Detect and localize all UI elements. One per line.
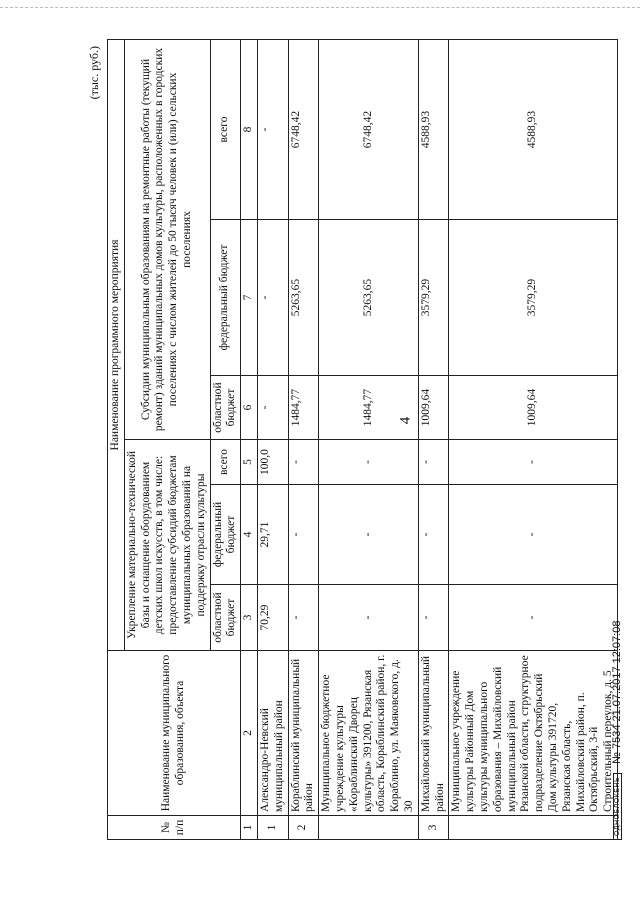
cell-value: - <box>449 585 618 651</box>
cell-value: 1009,64 <box>449 376 618 440</box>
header-federal-2: федеральный бюджет <box>210 220 241 376</box>
header-name: Наименование муниципального образования, объекта <box>108 651 241 816</box>
column-number: 4 <box>241 485 258 585</box>
cell-value: 3579,29 <box>418 220 449 376</box>
cell-value: 100,0 <box>257 440 288 485</box>
row-name: Муниципальное учреждение культуры Районный Дом культуры муниципального образования – Михайловский муниципальный район Рязанской области, структурное подразделение Октябрьский Дом культуры 391720, Рязанская область, Михайловский район, п. Октябрьский, 3-й Строительный переулок, д. 5 <box>449 651 618 816</box>
column-number: 3 <box>241 585 258 651</box>
registration-stamp <box>611 621 623 840</box>
column-number: 7 <box>241 220 258 376</box>
column-number-row <box>241 40 258 840</box>
cell-value: 70,29 <box>257 585 288 651</box>
cell-value: 6748,42 <box>319 40 419 220</box>
top-edge-line <box>0 7 640 8</box>
row-name: Александро-Невский муниципальный район <box>257 651 288 816</box>
cell-value: 4588,93 <box>449 40 618 220</box>
header-total-1: всего <box>210 440 241 485</box>
row-number: 3 <box>418 816 449 840</box>
header-federal-1: федеральный бюджет <box>210 485 241 585</box>
table-row <box>418 40 449 840</box>
row-number: 1 <box>257 816 288 840</box>
cell-value: 1484,77 <box>288 376 319 440</box>
cell-value: - <box>257 40 288 220</box>
cell-value: - <box>288 585 319 651</box>
cell-value: - <box>288 440 319 485</box>
cell-value: 1009,64 <box>418 376 449 440</box>
header-total-2: всего <box>210 40 241 220</box>
table-row <box>288 40 319 840</box>
row-number: 2 <box>288 816 319 840</box>
header-no: № п/п <box>108 816 241 840</box>
row-name: Михайловский муниципальный район <box>418 651 449 816</box>
cell-value: 3579,29 <box>449 220 618 376</box>
table-row <box>449 40 618 840</box>
subsidy-table <box>107 39 618 840</box>
row-number <box>449 816 618 840</box>
cell-value: 4588,93 <box>418 40 449 220</box>
header-regional-1: областной бюджет <box>210 585 241 651</box>
table-row <box>257 40 288 840</box>
column-number: 2 <box>241 651 258 816</box>
cell-value: 5263,65 <box>288 220 319 376</box>
rotated-page-content <box>85 40 630 840</box>
header-measure-1: Укрепление материально-технической базы и оснащение оборудованием детских школ искусств, в том числе: предоставление субсидий бюджетам муниципальных образований на поддержку отрасли культуры <box>124 440 210 651</box>
cell-value: - <box>257 376 288 440</box>
column-number: 5 <box>241 440 258 485</box>
stamp-logo: ОДНОБЛОКЕНЬ <box>613 773 622 840</box>
header-measure-2: Субсидии муниципальным образованиям на ремонтные работы (текущий ремонт) зданий муниципальных домов культуры, расположенных в городских поселениях с числом жителей до 50 тысяч человек и (или) сельских поселениях <box>124 40 210 440</box>
cell-value: 29,71 <box>257 485 288 585</box>
row-name: Муниципальное бюджетное учреждение культуры «Кораблинский Дворец культуры» 391200, Рязанская область, Кораблинский район, г. Кораблино, ул. Маяковского, д. 30 <box>319 651 419 816</box>
column-number: 8 <box>241 40 258 220</box>
header-regional-2: областной бюджет <box>210 376 241 440</box>
cell-value: - <box>257 220 288 376</box>
cell-value: - <box>319 585 419 651</box>
cell-value: - <box>449 440 618 485</box>
header-measure-title: Наименование программного мероприятия <box>108 40 125 651</box>
row-name: Кораблинский муниципальный район <box>288 651 319 816</box>
cell-value: - <box>418 440 449 485</box>
cell-value: 1484,77 <box>319 376 419 440</box>
page-number: 4 <box>397 416 414 425</box>
column-number: 6 <box>241 376 258 440</box>
row-number <box>319 816 419 840</box>
table-row <box>319 40 419 840</box>
cell-value: - <box>449 485 618 585</box>
cell-value: 6748,42 <box>288 40 319 220</box>
cell-value: - <box>418 585 449 651</box>
cell-value: 5263,65 <box>319 220 419 376</box>
column-number: 1 <box>241 816 258 840</box>
stamp-text: № 7534 21.07.2017 12:07:08 <box>611 620 623 764</box>
cell-value: - <box>288 485 319 585</box>
unit-label: (тыс. руб.) <box>87 46 101 100</box>
cell-value: - <box>319 485 419 585</box>
cell-value: - <box>319 440 419 485</box>
cell-value: - <box>418 485 449 585</box>
